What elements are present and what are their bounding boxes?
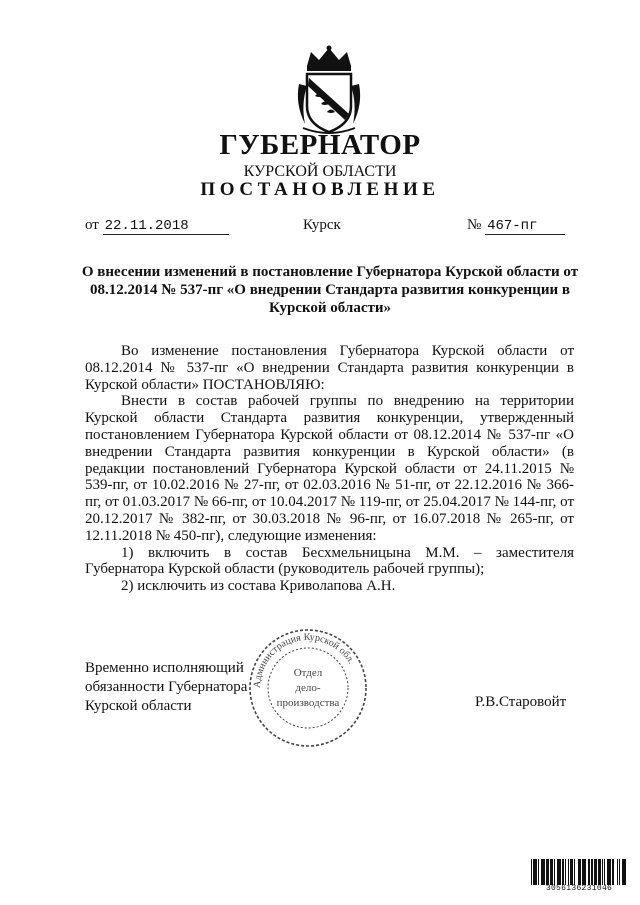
region-heading: КУРСКОЙ ОБЛАСТИ	[243, 163, 397, 180]
document-type-heading: ПОСТАНОВЛЕНИЕ	[200, 179, 440, 200]
body-paragraph: Во изменение постановления Губернатора Курской области от 08.12.2014 № 537-пг «О внедрении Стандарта развития конкуренции в Курской области» ПОСТАНОВЛЯЮ:	[85, 343, 574, 393]
official-stamp	[246, 626, 370, 750]
stamp-line: Отдел	[293, 667, 323, 679]
stamp-ring-text: Администрация Курской обл.	[251, 631, 357, 689]
number-value: 467-пг	[487, 218, 538, 234]
body-paragraph: 2) исключить из состава Криволапова А.Н.	[121, 578, 396, 595]
document-number	[467, 217, 565, 235]
coat-of-arms-emblem	[293, 44, 365, 134]
number-prefix: №	[467, 217, 482, 233]
document-title: О внесении изменений в постановление Губернатора Курской области от 08.12.2014 № 537-пг «О внедрении Стандарта развития конкуренции в Курской области»	[81, 264, 579, 316]
body-paragraph: 1) включить в состав Бесхмельницына М.М. – заместителя Губернатора Курской области (руководитель рабочей группы);	[85, 544, 574, 578]
document-body	[85, 343, 574, 595]
signatory-line: обязанности Губернатора	[85, 679, 248, 695]
barcode-bars	[531, 859, 627, 885]
date-value: 22.11.2018	[104, 218, 189, 234]
date-prefix: от	[85, 217, 99, 233]
signatory-name: Р.В.Старовойт	[475, 694, 567, 710]
stamp-line: производства	[276, 697, 340, 709]
body-paragraph: Внести в состав рабочей группы по внедрению на территории Курской области Стандарта развития конкуренции, утвержденный постановлением Губернатора Курской области от 08.12.2014 № 537-пг «О внедрении Стандарта развития конкуренции в Курской области» (в редакции постановлений Губернатора Курской области от 24.11.2015 № 539-пг, от 10.02.2016 № 27-пг, от 02.03.2016 № 51-пг, от 22.12.2016 № 366-пг, от 01.03.2017 № 66-пг, от 10.04.2017 № 119-пг, от 25.04.2017 № 144-пг, от 20.12.2017 № 382-пг, от 30.03.2018 № 96-пг, от 16.07.2018 № 265-пг, от 12.11.2018 № 450-пг), следующие изменения:	[85, 393, 574, 544]
signatory-title	[85, 659, 247, 716]
barcode-digits: 3056136231046	[545, 884, 613, 893]
signatory-line: Временно исполняющий	[85, 660, 244, 676]
governor-heading: ГУБЕРНАТОР	[219, 129, 421, 161]
stamp-line: дело-	[295, 682, 321, 694]
document-date	[85, 217, 229, 235]
signatory-line: Курской области	[85, 698, 192, 714]
document-barcode	[531, 859, 627, 893]
document-city: Курск	[303, 217, 341, 233]
